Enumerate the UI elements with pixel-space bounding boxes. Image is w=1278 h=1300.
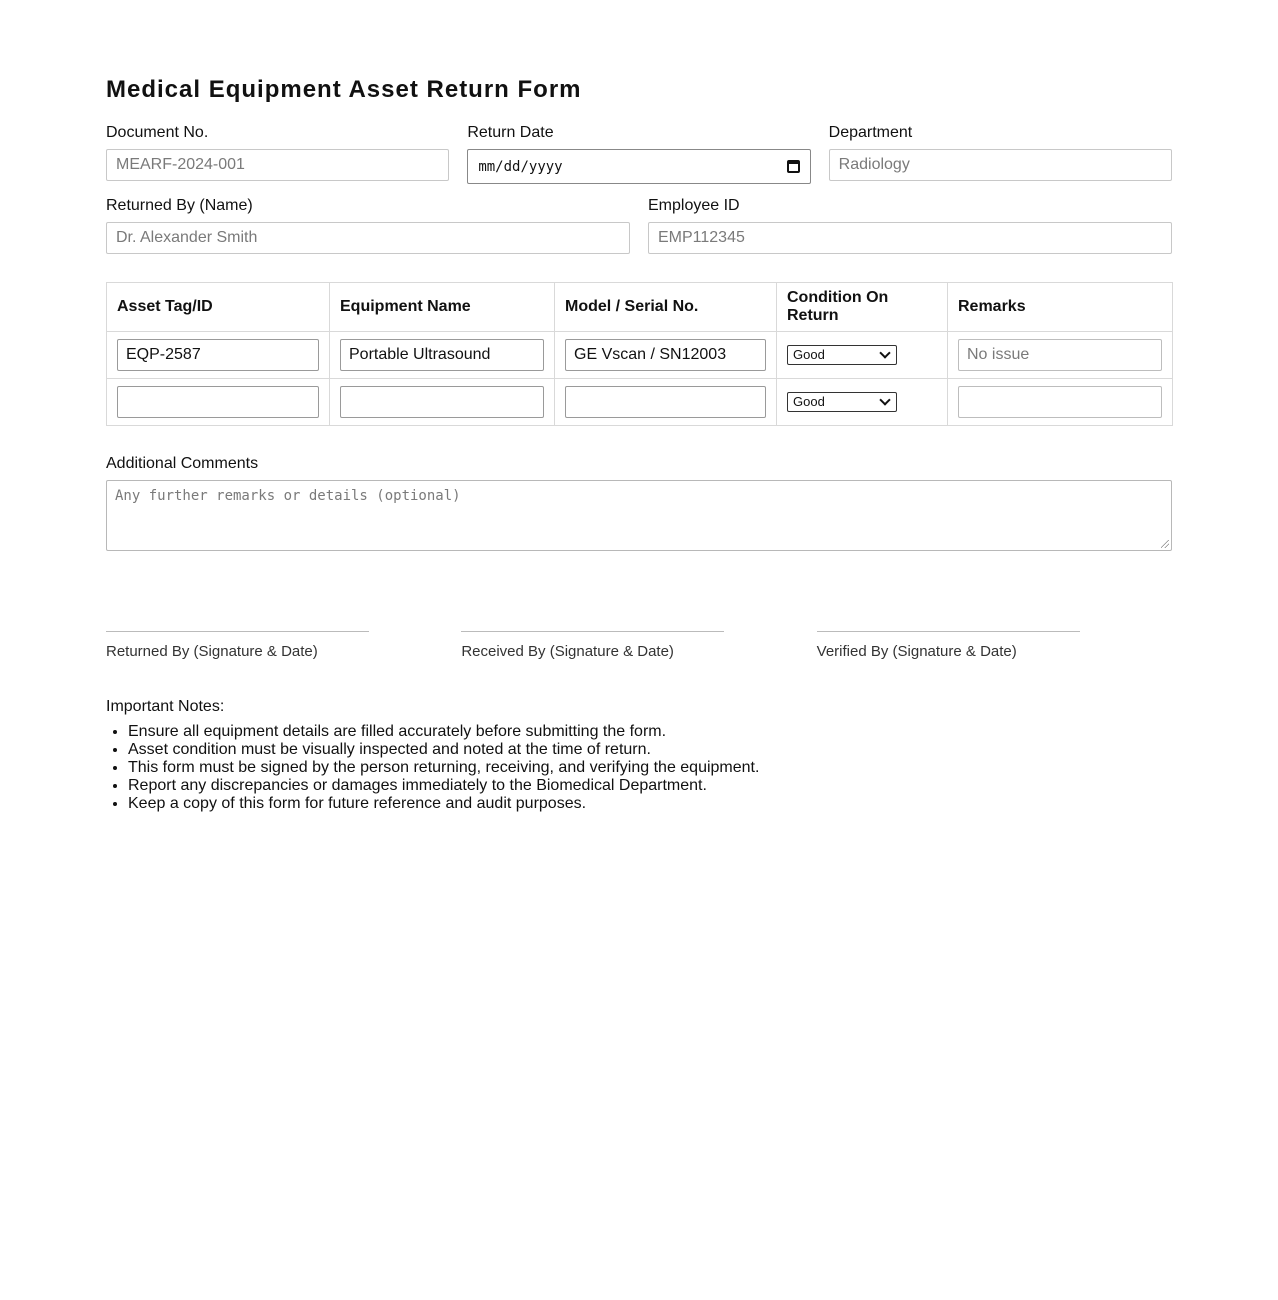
table-header-row <box>107 283 1173 332</box>
condition-select-value: Good <box>793 347 825 362</box>
asset-tag-input[interactable]: EQP-2587 <box>117 339 319 371</box>
returned-by-input[interactable]: Dr. Alexander Smith <box>106 222 630 254</box>
table-cell <box>555 379 777 426</box>
department-label: Department <box>828 124 913 141</box>
return-date-placeholder: mm/dd/yyyy <box>478 158 563 175</box>
table-cell <box>555 332 777 379</box>
table-row <box>107 332 1173 379</box>
header-asset-tag: Asset Tag/ID <box>107 283 330 332</box>
signature-verified-by <box>817 631 1172 661</box>
equipment-table <box>106 282 1173 426</box>
page-title: Medical Equipment Asset Return Form <box>106 76 582 103</box>
employee-id-field-group <box>648 196 1172 254</box>
notes-section <box>106 697 1172 813</box>
list-item: • This form must be signed by the person returning, receiving, and verifying the equipment. <box>128 759 1172 777</box>
model-serial-input[interactable] <box>565 386 766 418</box>
list-item: • Report any discrepancies or damages immediately to the Biomedical Department. <box>128 777 1172 795</box>
document-no-field-group <box>106 123 449 184</box>
table-cell <box>330 332 555 379</box>
header-remarks: Remarks <box>948 283 1173 332</box>
return-date-input[interactable] <box>467 149 810 184</box>
return-date-label: Return Date <box>467 124 554 141</box>
return-date-field-group <box>467 123 810 184</box>
notes-title: Important Notes: <box>106 698 225 715</box>
condition-select[interactable] <box>787 392 897 412</box>
calendar-icon[interactable] <box>787 160 800 173</box>
chevron-down-icon <box>879 394 890 405</box>
asset-tag-input[interactable] <box>117 386 319 418</box>
list-item: • Keep a copy of this form for future reference and audit purposes. <box>128 795 1172 813</box>
equipment-name-input[interactable]: Portable Ultrasound <box>340 339 544 371</box>
condition-select-value: Good <box>793 394 825 409</box>
comments-textarea[interactable] <box>106 480 1172 551</box>
comments-placeholder: Any further remarks or details (optional) <box>115 488 461 504</box>
condition-select[interactable] <box>787 345 897 365</box>
chevron-down-icon <box>879 347 890 358</box>
table-cell <box>948 379 1173 426</box>
table-cell <box>777 379 948 426</box>
document-no-label: Document No. <box>106 124 209 141</box>
returned-by-label: Returned By (Name) <box>106 197 253 214</box>
signature-received-by <box>461 631 816 661</box>
remarks-input[interactable]: No issue <box>958 339 1162 371</box>
form-row-1 <box>106 123 1172 184</box>
signature-label: Returned By (Signature & Date) <box>106 643 318 660</box>
table-cell <box>107 379 330 426</box>
table-cell <box>107 332 330 379</box>
form-row-2 <box>106 196 1172 254</box>
table-cell <box>330 379 555 426</box>
table-cell <box>948 332 1173 379</box>
equipment-name-input[interactable] <box>340 386 544 418</box>
signature-line <box>817 631 1080 632</box>
employee-id-input[interactable]: EMP112345 <box>648 222 1172 254</box>
signature-label: Received By (Signature & Date) <box>461 643 674 660</box>
signature-returned-by <box>106 631 461 661</box>
department-field-group <box>829 123 1172 184</box>
header-model-serial: Model / Serial No. <box>555 283 777 332</box>
department-input[interactable]: Radiology <box>829 149 1172 181</box>
header-equipment-name: Equipment Name <box>330 283 555 332</box>
document-no-input[interactable]: MEARF-2024-001 <box>106 149 449 181</box>
returned-by-field-group <box>106 196 630 254</box>
signature-line <box>461 631 724 632</box>
signature-label: Verified By (Signature & Date) <box>816 643 1017 660</box>
comments-label: Additional Comments <box>106 455 259 472</box>
remarks-input[interactable] <box>958 386 1162 418</box>
notes-list <box>106 723 1172 813</box>
header-condition: Condition On Return <box>777 283 948 332</box>
signature-line <box>106 631 369 632</box>
signature-section <box>106 631 1172 661</box>
comments-section <box>106 454 1172 551</box>
resize-handle-icon[interactable] <box>1161 540 1169 548</box>
table-cell <box>777 332 948 379</box>
list-item: • Ensure all equipment details are filled accurately before submitting the form. <box>128 723 1172 741</box>
list-item: • Asset condition must be visually inspected and noted at the time of return. <box>128 741 1172 759</box>
table-row <box>107 379 1173 426</box>
model-serial-input[interactable]: GE Vscan / SN12003 <box>565 339 766 371</box>
employee-id-label: Employee ID <box>648 197 740 214</box>
